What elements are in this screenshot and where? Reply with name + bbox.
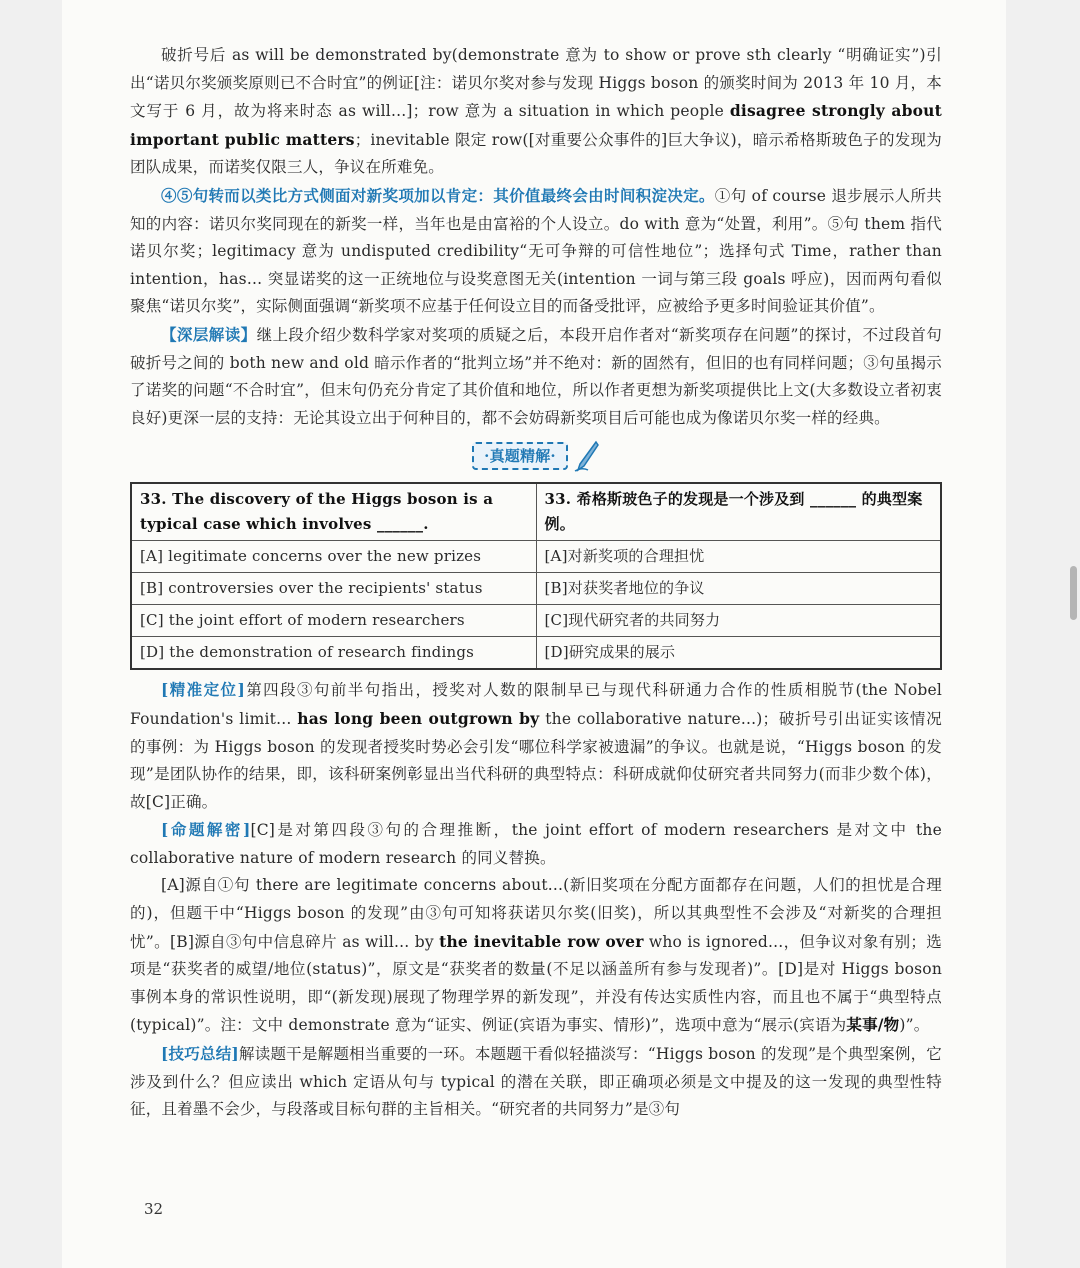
option-en: [C] the joint effort of modern researchers: [131, 605, 536, 637]
page-content: [130, 42, 942, 1124]
question-table: [130, 482, 942, 670]
option-zh: [A]对新奖项的合理担忧: [536, 541, 941, 573]
section-heading: [130, 436, 942, 476]
option-en: [B] controversies over the recipients' status: [131, 573, 536, 605]
paragraph-deep-analysis: 【深层解读】继上段介绍少数科学家对奖项的质疑之后，本段开启作者对“新奖项存在问题”的探讨，不过段首句破折号之间的 both new and old 暗示作者的“批判立场”并不绝对：新的固然有，但旧的也有同样问题；③句虽揭示了诺奖的问题“不合时宜”，但末句仍充分肯定了其价值和地位，所以作者更想为新奖项提供比上文(大多数设立者初衷良好)更深一层的支持：无论其设立出于何种目的，都不会妨碍新奖项目后可能也成为像诺贝尔奖一样的经典。: [130, 324, 943, 427]
scrollbar-thumb[interactable]: [1070, 566, 1077, 620]
paragraph-tips: [技巧总结]解读题干是解题相当重要的一环。本题题干看似轻描淡写：“Higgs boson 的发现”是个典型案例，它涉及到什么？但应读出 which 定语从句与 typical 的潜在关联，即正确项必须是文中提及的这一发现的典型性特征，且着墨不会少，与段落或目标句群的主旨相关。“研究者的共同努力”是③句: [130, 1044, 943, 1119]
paragraph-1: 破折号后 as will be demonstrated by(demonstrate 意为 to show or prove sth clearly “明确证实”)引出“诺贝尔奖颁奖原则已不合时宜”的例证[注：诺贝尔奖对参与发现 Higgs boson 的颁奖时间为 2013 年 10 月，本文写于 6 月，故为将来时态 as will...]；row 意为 a situation in which people disagree strongly about important public matters；inevitable 限定 row([对重要公众事件的]巨大争议)，暗示希格斯玻色子的发现为团队成果，而诺奖仅限三人，争议在所难免。: [130, 46, 942, 177]
option-zh: [D]研究成果的展示: [536, 637, 941, 670]
option-en: [D] the demonstration of research findings: [131, 637, 536, 670]
option-zh: [C]现代研究者的共同努力: [536, 605, 941, 637]
question-stem-en: 33. The discovery of the Higgs boson is a typical case which involves ______.: [131, 483, 536, 541]
option-row: [131, 573, 941, 605]
page-number: 32: [144, 1200, 164, 1218]
question-stem-row: [131, 483, 941, 541]
option-en: [A] legitimate concerns over the new prizes: [131, 541, 536, 573]
paragraph-decode: [命题解密][C]是对第四段③句的合理推断，the joint effort of modern researchers 是对文中 the collaborative nature of modern research 的同义替换。: [130, 820, 942, 867]
option-row: [131, 637, 941, 670]
section-label: ·真题精解·: [472, 442, 568, 470]
question-stem-zh: 33. 希格斯玻色子的发现是一个涉及到 ______ 的典型案例。: [536, 483, 941, 541]
option-row: [131, 541, 941, 573]
paragraph-2: ④⑤句转而以类比方式侧面对新奖项加以肯定：其价值最终会由时间积淀决定。①句 of course 退步展示人所共知的内容：诺贝尔奖同现在的新奖一样，当年也是由富裕的个人设立。do with 意为“处置，利用”。⑤句 them 指代诺贝尔奖；legitimacy 意为 undisputed credibility“无可争辩的可信性地位”；选择句式 Time，rather than intention，has... 突显诺奖的这一正统地位与设奖意图无关(intention 一词与第三段 goals 呼应)，因而两句看似聚焦“诺贝尔奖”，实际侧面强调“新奖项不应基于任何设立目的而备受批评，应被给予更多时间验证其价值”。: [130, 185, 942, 316]
option-row: [131, 605, 941, 637]
pen-icon: [574, 440, 600, 472]
paragraph-locate: [精准定位]第四段③句前半句指出，授奖对人数的限制早已与现代科研通力合作的性质相脱节(the Nobel Foundation's limit... has long been outgrown by the collaborative nature...)；破折号引出证实该情况的事例：为 Higgs boson 的发现者授奖时势必会引发“哪位科学家被遗漏”的争议。也就是说，“Higgs boson 的发现”是团队协作的结果，即，该科研案例彰显出当代科研的典型特点：科研成就仰仗研究者共同努力(而非少数个体)，故[C]正确。: [130, 680, 942, 811]
option-zh: [B]对获奖者地位的争议: [536, 573, 941, 605]
paragraph-distractors: [A]源自①句 there are legitimate concerns about...(新旧奖项在分配方面都存在问题，人们的担忧是合理的)，但题干中“Higgs boson 的发现”由③句可知将获诺贝尔奖(旧奖)，所以其典型性不会涉及“对新奖的合理担忧”。[B]源自③句中信息碎片 as will... by the inevitable row over who is ignored...，但争议对象有别；选项是“获奖者的威望/地位(status)”，原文是“获奖者的数量(不足以涵盖所有参与发现者)”。[D]是对 Higgs boson 事例本身的常识性说明，即“(新发现)展现了物理学界的新发现”，并没有传达实质性内容，而且也不属于“典型特点(typical)”。注：文中 demonstrate 意为“证实、例证(宾语为事实、情形)”，选项中意为“展示(宾语为某事/物)”。: [130, 876, 942, 1035]
